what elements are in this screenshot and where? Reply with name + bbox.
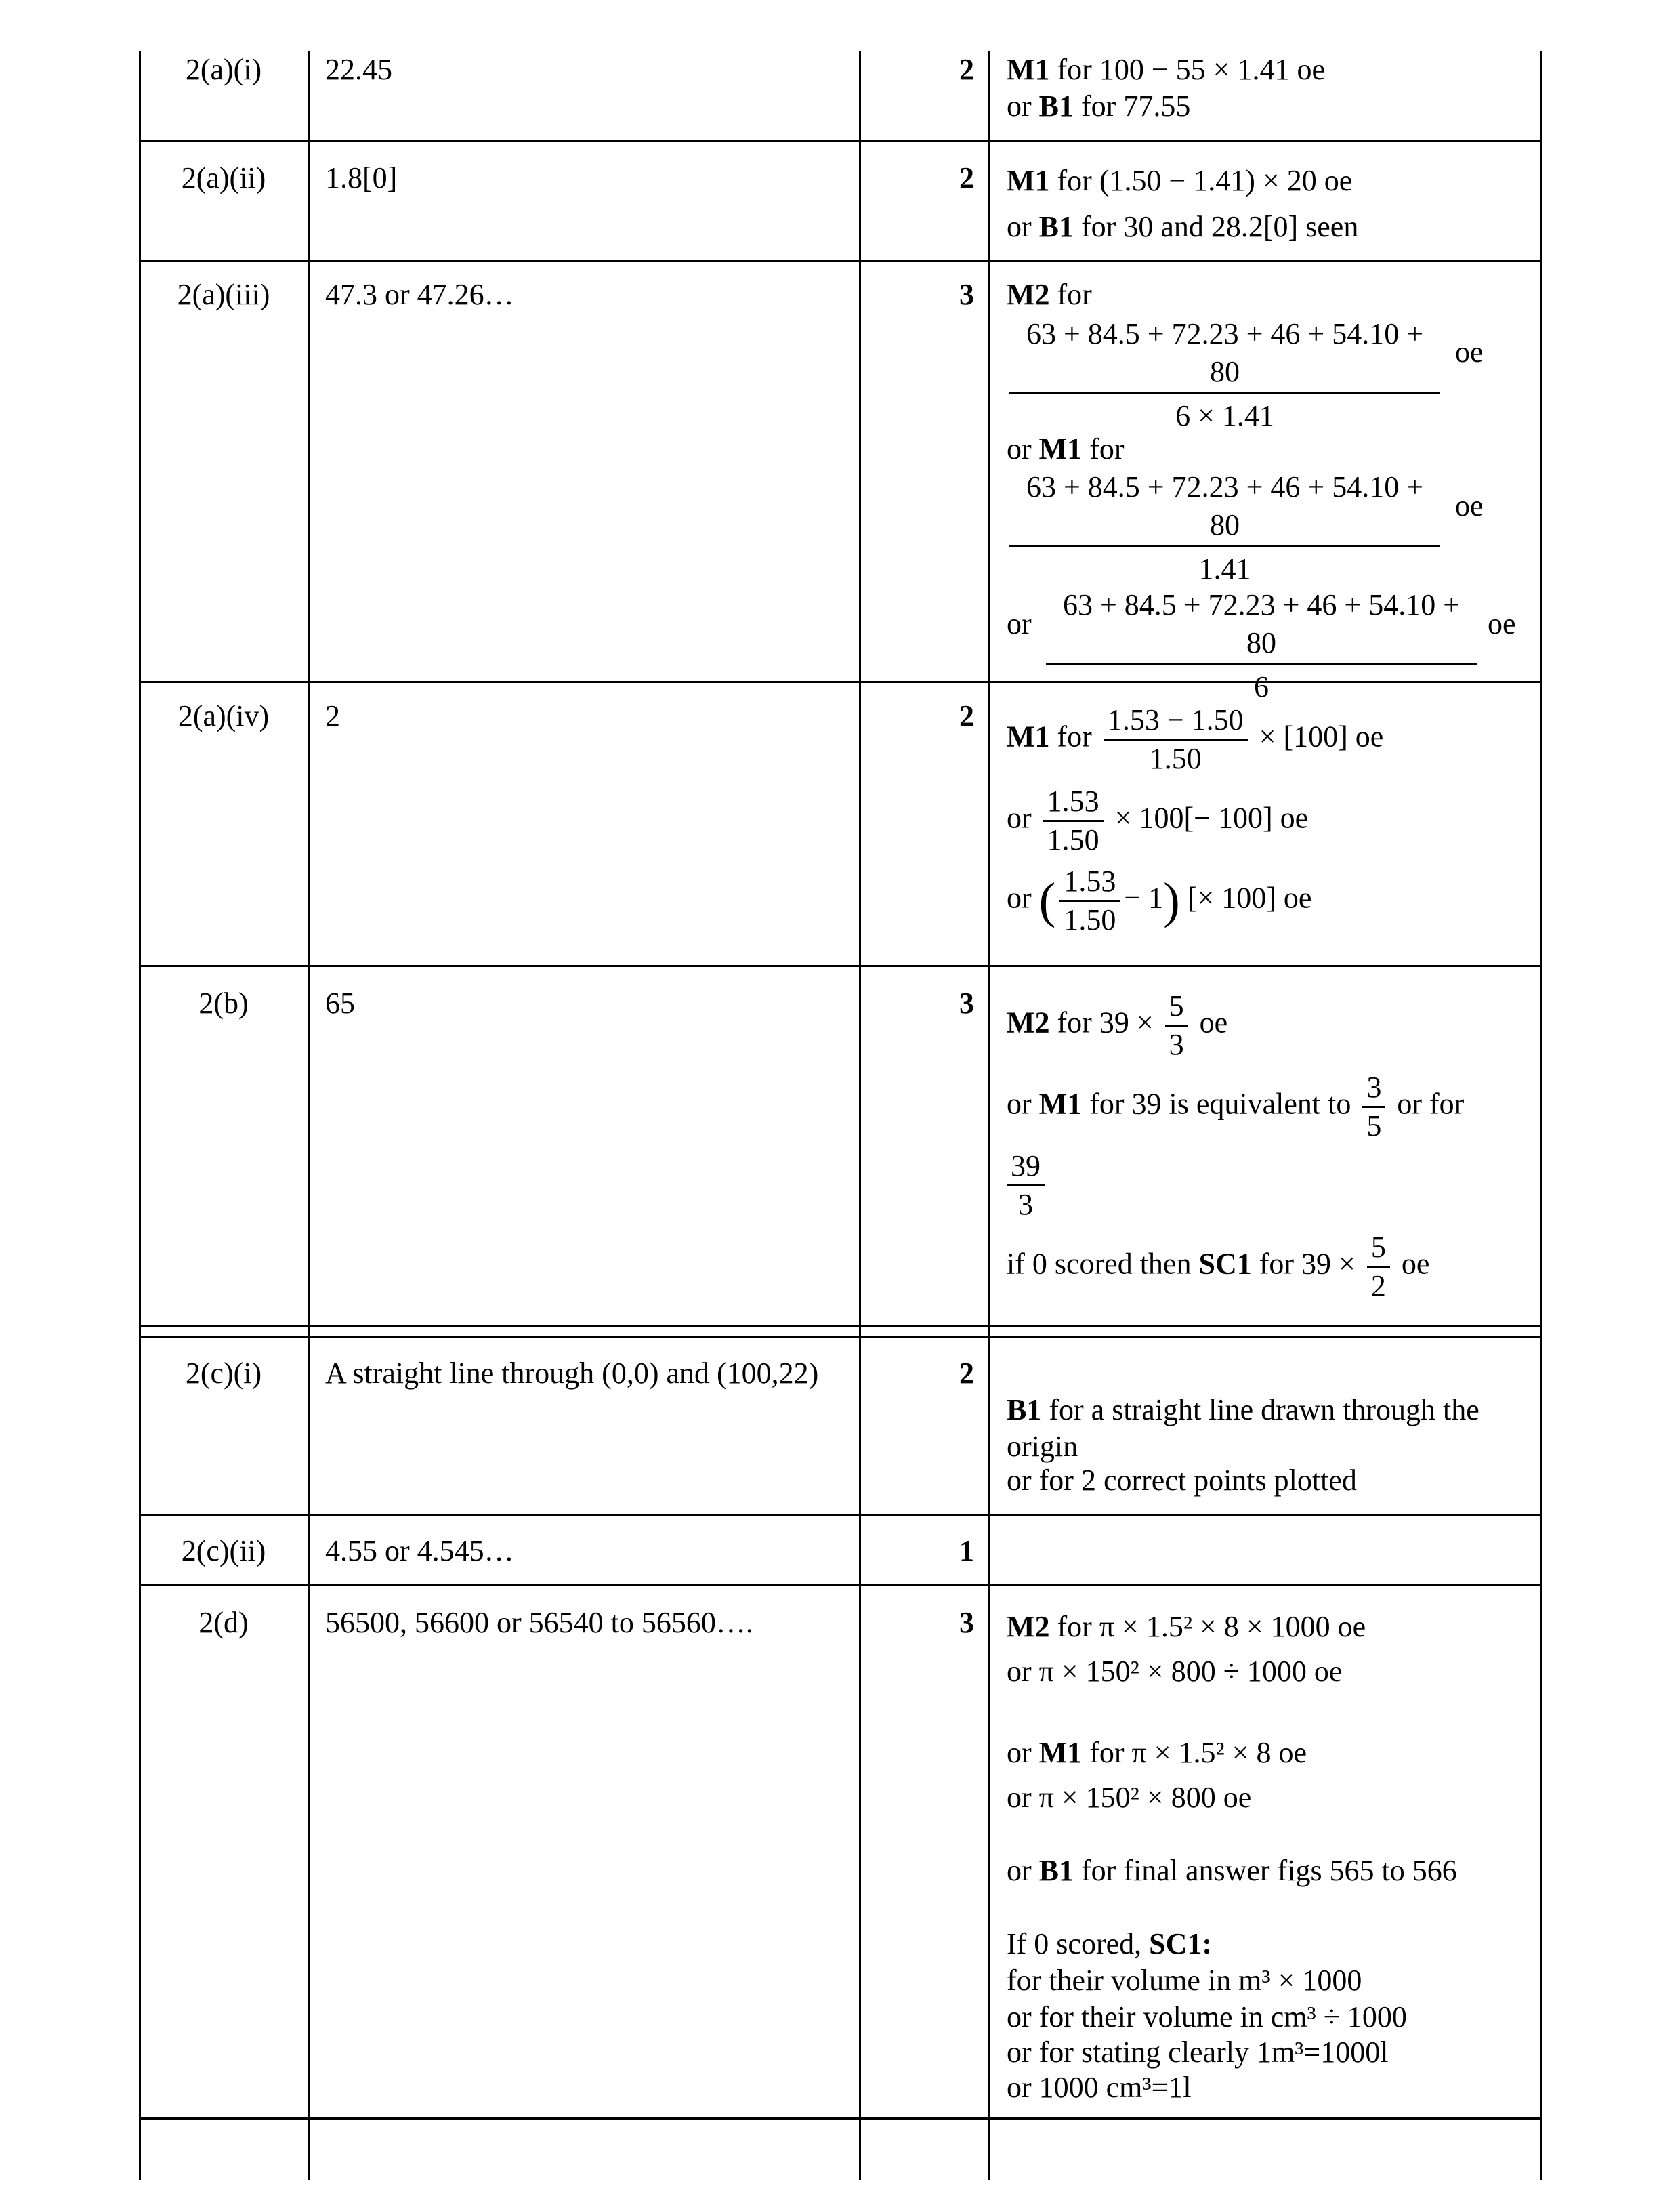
open-parenthesis: (	[1038, 873, 1056, 929]
guidance-text: × [100]	[1259, 720, 1348, 753]
fraction	[1007, 1148, 1045, 1223]
guidance-line	[1007, 1609, 1366, 1645]
answer: 22.45	[325, 53, 392, 86]
guidance-text: [× 100]	[1187, 881, 1276, 915]
mark-code: M2	[1007, 1006, 1050, 1039]
close-parenthesis: )	[1163, 873, 1180, 929]
answer: 47.3 or 47.26…	[325, 278, 514, 311]
guidance-text: or	[1007, 89, 1032, 123]
fraction	[1165, 988, 1188, 1063]
guidance-text: or	[1007, 210, 1032, 243]
guidance-text: or for stating clearly 1m³=1000l	[1007, 2036, 1389, 2069]
mark-code: M2	[1007, 1610, 1050, 1643]
marks: 2	[959, 53, 974, 86]
guidance-text: for π × 1.5² × 8 × 1000 oe	[1057, 1610, 1366, 1643]
marks: 2	[959, 1357, 974, 1390]
question-number: 2(d)	[198, 1606, 249, 1639]
guidance-text: for (1.50 − 1.41) × 20 oe	[1057, 164, 1353, 197]
guidance-text: × 100[− 100]	[1114, 801, 1273, 835]
guidance-text: for their volume in m³ × 1000	[1007, 1964, 1362, 1997]
marks: 3	[959, 278, 974, 311]
guidance-text: or 1000 cm³=1l	[1007, 2071, 1192, 2104]
guidance-text: oe	[1283, 881, 1312, 915]
marks: 2	[959, 161, 974, 194]
question-number: 2(b)	[198, 987, 249, 1020]
row-rule	[139, 1336, 1542, 1338]
row-rule	[139, 965, 1542, 967]
fraction-denominator: 3	[1018, 1188, 1033, 1221]
fraction	[1367, 1229, 1390, 1304]
fraction-numerator: 5	[1367, 1229, 1390, 1268]
guidance-text: for 39 ×	[1057, 1006, 1154, 1039]
fraction-denominator: 1.50	[1149, 742, 1202, 775]
guidance-text: origin	[1007, 1430, 1078, 1463]
guidance-line	[1007, 1392, 1479, 1428]
column-rule	[139, 51, 141, 2180]
guidance-text: or	[1007, 801, 1032, 835]
guidance-text: for a straight line drawn through the	[1049, 1393, 1479, 1426]
fraction-numerator: 1.53	[1043, 783, 1104, 822]
guidance-text: for	[1089, 432, 1125, 466]
question-number: 2(a)(iii)	[177, 278, 270, 311]
guidance-text: for	[1057, 278, 1092, 311]
guidance-text: oe	[1280, 801, 1309, 835]
row-rule	[139, 2117, 1542, 2120]
answer: 2	[325, 699, 340, 732]
column-rule	[1540, 51, 1542, 2180]
guidance-line	[1007, 1735, 1307, 1771]
guidance-line	[1007, 1148, 1049, 1223]
fraction-denominator: 1.41	[1198, 552, 1251, 585]
mark-code: M1	[1038, 1087, 1083, 1121]
guidance-line	[1007, 783, 1308, 859]
answer: 65	[325, 987, 355, 1020]
guidance-line	[1007, 209, 1358, 245]
column-rule	[308, 51, 310, 2180]
guidance-line	[1007, 863, 1311, 938]
guidance-text: for final answer figs 565 to 566	[1081, 1854, 1457, 1887]
fraction	[1043, 783, 1104, 859]
fraction	[1009, 468, 1440, 588]
guidance-text: if 0 scored then	[1007, 1247, 1192, 1281]
column-rule	[988, 51, 990, 2180]
mark-code: M1	[1007, 720, 1050, 753]
fraction-denominator: 6 × 1.41	[1175, 399, 1274, 432]
guidance-text: or	[1007, 881, 1032, 915]
fraction-denominator: 6	[1254, 670, 1269, 703]
guidance-line	[1007, 88, 1190, 125]
fraction-numerator: 3	[1362, 1069, 1385, 1108]
guidance-line	[1007, 1926, 1212, 1962]
marks: 2	[959, 699, 974, 732]
row-rule	[139, 260, 1542, 262]
mark-code: B1	[1038, 210, 1074, 243]
fraction	[1362, 1069, 1385, 1144]
guidance-text: or π × 150² × 800 ÷ 1000 oe	[1007, 1655, 1343, 1688]
guidance-text: or for their volume in cm³ ÷ 1000	[1007, 2000, 1407, 2033]
fraction	[1046, 586, 1477, 706]
mark-code: B1	[1038, 1854, 1074, 1887]
guidance-text: for 39 ×	[1259, 1247, 1356, 1281]
mark-code: M1	[1007, 164, 1050, 197]
guidance-text: If 0 scored,	[1007, 1927, 1142, 1960]
fraction-denominator: 3	[1169, 1028, 1184, 1061]
guidance-text: oe	[1488, 607, 1516, 640]
column-rule	[859, 51, 861, 2180]
fraction-numerator: 5	[1165, 988, 1188, 1027]
fraction-numerator: 39	[1007, 1148, 1045, 1186]
answer: A straight line through (0,0) and (100,22)	[325, 1357, 819, 1390]
mark-code: SC1	[1198, 1247, 1252, 1281]
fraction-denominator: 1.50	[1064, 903, 1116, 936]
guidance-text: or for 2 correct points plotted	[1007, 1464, 1357, 1497]
guidance-text: oe	[1401, 1247, 1430, 1281]
question-number: 2(a)(ii)	[181, 161, 266, 194]
guidance-text: or	[1007, 1736, 1032, 1769]
fraction	[1009, 315, 1440, 435]
row-rule	[139, 140, 1542, 142]
mark-code: B1	[1007, 1393, 1042, 1426]
question-number: 2(c)(i)	[185, 1357, 262, 1390]
guidance-text: for π × 1.5² × 8 oe	[1089, 1736, 1307, 1769]
question-number: 2(a)(i)	[185, 53, 262, 86]
fraction-numerator: 1.53	[1059, 863, 1120, 902]
answer: 56500, 56600 or 56540 to 56560….	[325, 1606, 753, 1639]
question-number: 2(c)(ii)	[181, 1534, 266, 1567]
fraction-numerator: 63 + 84.5 + 72.23 + 46 + 54.10 + 80	[1009, 315, 1440, 394]
mark-code: M1	[1038, 1736, 1083, 1769]
fraction-numerator: 63 + 84.5 + 72.23 + 46 + 54.10 + 80	[1009, 468, 1440, 548]
guidance-text: for 30 and 28.2[0] seen	[1081, 210, 1359, 243]
guidance-text: oe	[1355, 720, 1384, 753]
guidance-text: or for	[1397, 1087, 1465, 1121]
guidance-text: or	[1007, 1854, 1032, 1887]
mark-code: M2	[1007, 278, 1050, 311]
guidance-text: for	[1057, 720, 1092, 753]
answer: 4.55 or 4.545…	[325, 1534, 514, 1567]
marks: 1	[959, 1534, 974, 1567]
guidance-text: or	[1007, 1087, 1032, 1121]
guidance-text: or	[1007, 432, 1032, 466]
guidance-text: oe	[1455, 489, 1484, 522]
marks: 3	[959, 1606, 974, 1639]
mark-code: M1	[1038, 432, 1083, 466]
mark-code: M1	[1007, 53, 1050, 86]
guidance-text: or π × 150² × 800 oe	[1007, 1781, 1252, 1814]
question-number: 2(a)(iv)	[177, 699, 270, 732]
guidance-text: − 1	[1124, 881, 1164, 915]
guidance-line	[1007, 51, 1325, 88]
guidance-line	[1007, 702, 1383, 777]
guidance-text: oe	[1455, 335, 1484, 369]
guidance-text: or	[1007, 607, 1032, 640]
row-rule	[139, 1584, 1542, 1586]
guidance-line	[1007, 1853, 1457, 1889]
fraction-denominator: 5	[1366, 1109, 1382, 1142]
marks: 3	[959, 987, 974, 1020]
answer: 1.8[0]	[325, 161, 398, 194]
guidance-line	[1007, 988, 1227, 1063]
guidance-text: for 77.55	[1081, 89, 1191, 123]
fraction-numerator: 1.53 − 1.50	[1104, 702, 1248, 741]
guidance-line	[1007, 1069, 1464, 1144]
guidance-line	[1007, 431, 1125, 468]
row-rule	[139, 1325, 1542, 1327]
row-rule	[139, 1514, 1542, 1516]
guidance-text: for 100 − 55 × 1.41 oe	[1057, 53, 1325, 86]
guidance-line	[1007, 163, 1352, 199]
fraction-numerator: 63 + 84.5 + 72.23 + 46 + 54.10 + 80	[1046, 586, 1477, 665]
mark-code: B1	[1038, 89, 1074, 123]
fraction	[1104, 702, 1248, 777]
fraction-denominator: 1.50	[1047, 823, 1099, 856]
mark-code: SC1:	[1149, 1927, 1213, 1960]
fraction	[1059, 863, 1120, 938]
guidance-line	[1007, 1229, 1429, 1304]
guidance-line	[1007, 276, 1092, 313]
guidance-text: for 39 is equivalent to	[1089, 1087, 1351, 1121]
fraction-denominator: 2	[1370, 1269, 1386, 1302]
guidance-text: oe	[1199, 1006, 1228, 1039]
